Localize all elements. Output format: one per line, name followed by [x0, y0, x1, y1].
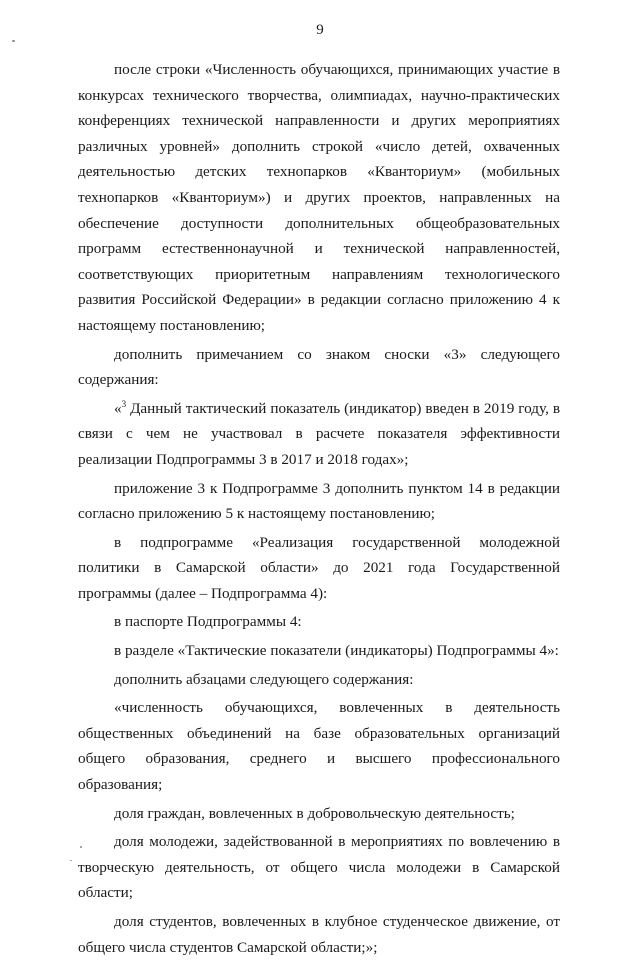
footnote-mark: 3	[121, 398, 127, 409]
paragraph-indicator-students-associations: «численность обучающихся, вовлеченных в деятельность общественных объединений на базе образовательных организаций общего образования, среднего и высшего профессионального образования;	[78, 699, 560, 794]
paragraph-indicator-volunteers: доля граждан, вовлеченных в добровольческую деятельность;	[114, 804, 515, 822]
paragraph-quantorium-row: после строки «Численность обучающихся, принимающих участие в конкурсах технического творчества, олимпиадах, научно-практических конференциях технической направленности и других мероприятиях различных уровней» дополнить строкой «число детей, охваченных деятельностью детских технопарков «Кванториум» (мобильных технопарков «Кванториум») и других проектов, направленных на обеспечение доступности дополнительных общеобразовательных программ естественнонаучной и технической направленностей, соответствующих приоритетным направлениям технологического развития Российской Федерации» в редакции согласно приложению 4 к настоящему постановлению;	[78, 61, 560, 334]
paragraph-indicator-youth-creative: доля молодежи, задействованной в мероприятиях по вовлечению в творческую деятельность, от общего числа молодежи в Самарской области;	[78, 833, 560, 902]
paragraph-footnote-text	[78, 396, 560, 473]
paragraph-footnote-instruction: дополнить примечанием со знаком сноски «3» следующего содержания:	[78, 345, 560, 389]
paragraph-subprogram-4: в подпрограмме «Реализация государственной молодежной политики в Самарской области» до 2021 года Государственной программы (далее – Подпрограмма 4):	[78, 533, 560, 602]
scan-speck	[80, 846, 82, 848]
footnote-text: Данный тактический показатель (индикатор) введен в 2019 году, в связи с чем не участвовал в расчете показателя эффективности реализации Подпрограммы 3 в 2017 и 2018 годах»;	[78, 399, 560, 468]
scan-speck	[12, 40, 15, 42]
paragraph-appendix-3: приложение 3 к Подпрограмме 3 дополнить пунктом 14 в редакции согласно приложению 5 к настоящему постановлению;	[78, 479, 560, 523]
page-number: 9	[316, 22, 324, 38]
paragraph-add-paragraphs: дополнить абзацами следующего содержания:	[114, 670, 414, 688]
scan-speck	[70, 860, 72, 861]
document-body	[78, 57, 560, 960]
paragraph-passport: в паспорте Подпрограммы 4:	[114, 613, 302, 631]
paragraph-indicator-students-clubs: доля студентов, вовлеченных в клубное студенческое движение, от общего числа студентов Самарской области;»;	[78, 913, 560, 956]
footnote-open-quote: «	[114, 399, 122, 417]
paragraph-section-indicators: в разделе «Тактические показатели (индикаторы) Подпрограммы 4»:	[114, 642, 559, 660]
